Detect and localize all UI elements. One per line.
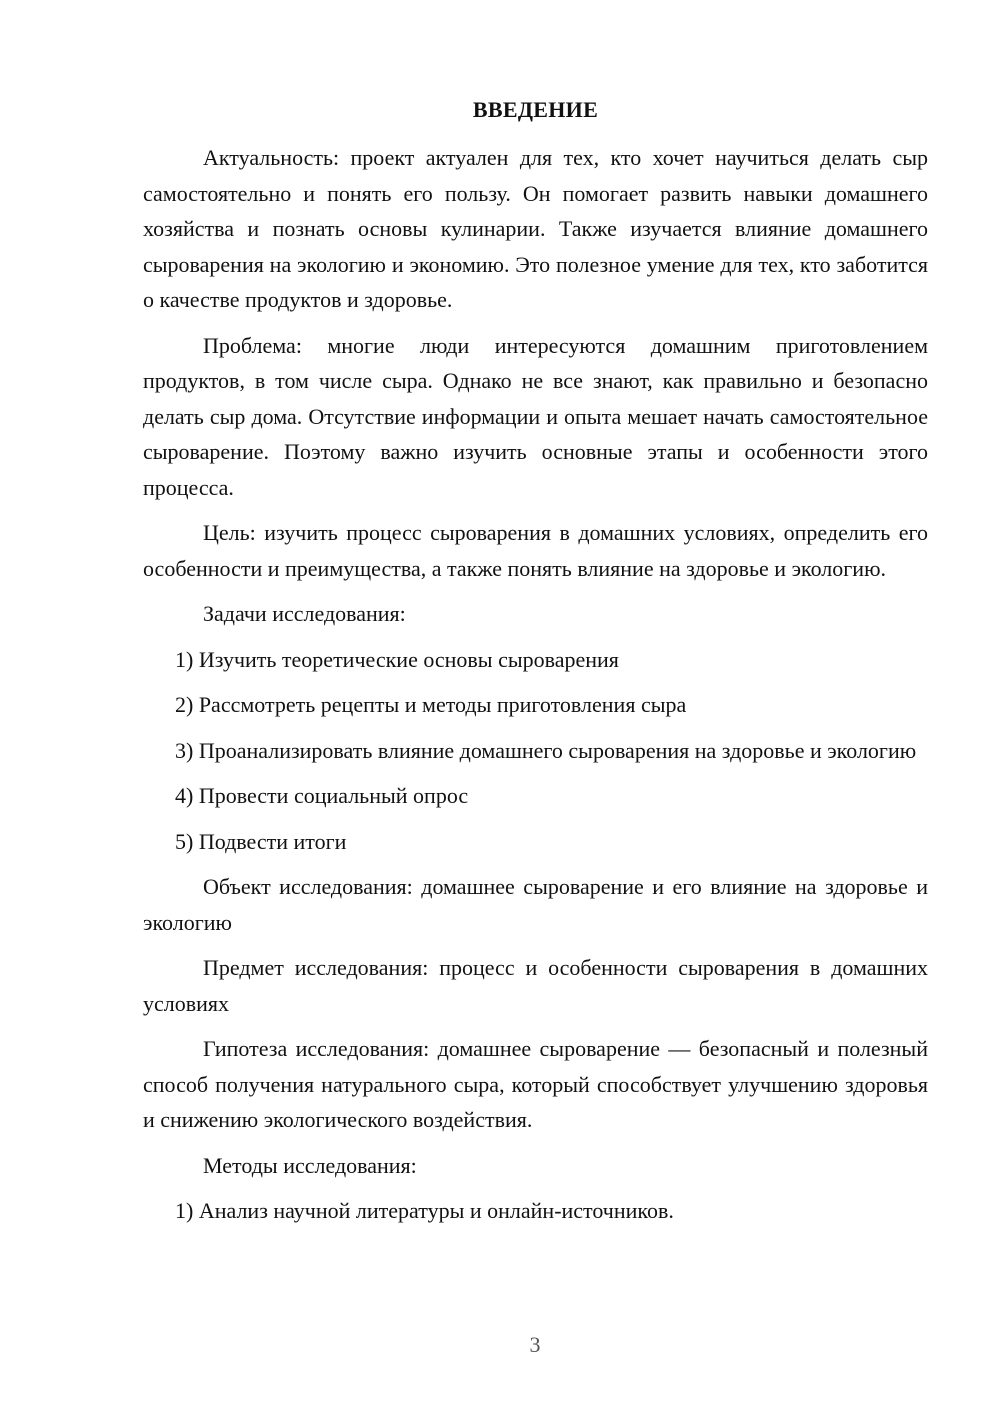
relevance-paragraph: Актуальность: проект актуален для тех, кто хочет научиться делать сыр самостоятельно и понять его пользу. Он помогает развить навыки домашнего хозяйства и познать основы кулинарии. Также изучается влияние домашнего сыроварения на экологию и экономию. Это полезное умение для тех, кто заботится о качестве продуктов и здоровье. (143, 145, 928, 312)
methods-list (143, 1193, 928, 1229)
object-paragraph: Объект исследования: домашнее сыроварение и его влияние на здоровье и экологию (143, 874, 928, 935)
subject-paragraph: Предмет исследования: процесс и особенности сыроварения в домашних условиях (143, 955, 928, 1016)
problem-paragraph: Проблема: многие люди интересуются домашним приготовлением продуктов, в том числе сыра. Однако не все знают, как правильно и безопасно делать сыр дома. Отсутствие информации и опыта мешает начать самостоятельное сыроварение. Поэтому важно изучить основные этапы и особенности этого процесса. (143, 332, 928, 500)
methods-label: Методы исследования: (203, 1152, 417, 1178)
tasks-list (143, 642, 928, 860)
list-item: 1) Изучить теоретические основы сыроварения (175, 646, 619, 672)
page-number: 3 (529, 1332, 541, 1357)
list-item: 5) Подвести итоги (175, 828, 347, 854)
list-item: 4) Провести социальный опрос (175, 783, 469, 808)
list-item: 2) Рассмотреть рецепты и методы приготовления сыра (175, 692, 687, 717)
tasks-label: Задачи исследования: (203, 601, 406, 626)
list-item: 3) Проанализировать влияние домашнего сыроварения на здоровье и экологию (175, 737, 917, 763)
goal-paragraph: Цель: изучить процесс сыроварения в домашних условиях, определить его особенности и преимущества, а также понять влияние на здоровье и экологию. (143, 520, 928, 581)
page-title: ВВЕДЕНИЕ (472, 97, 599, 122)
page-content (143, 94, 928, 1239)
hypothesis-paragraph: Гипотеза исследования: домашнее сыроварение — безопасный и полезный способ получения натурального сыра, который способствует улучшению здоровья и снижению экологического воздействия. (143, 1036, 928, 1132)
list-item: 1) Анализ научной литературы и онлайн-источников. (175, 1198, 674, 1223)
